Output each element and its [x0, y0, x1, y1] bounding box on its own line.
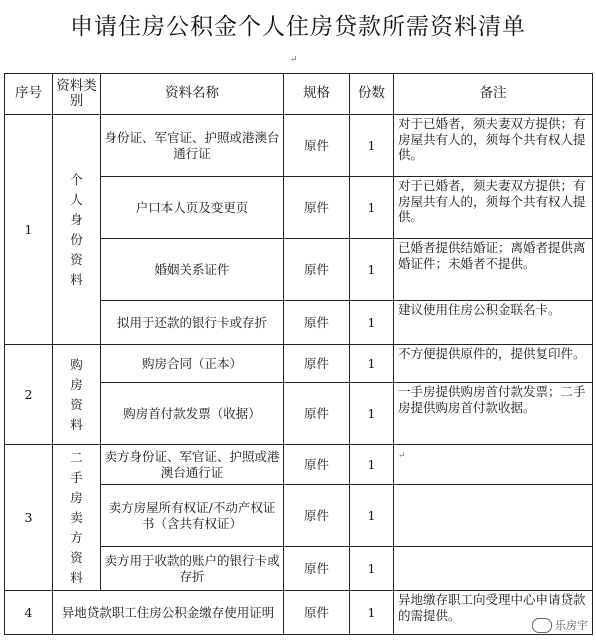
group-seq: 4 — [5, 591, 53, 635]
material-name: 拟用于还款的银行卡或存折 — [101, 301, 284, 345]
material-note: 对于已婚者，须夫妻双方提供；有房屋共有人的，须每个共有权人提供。 — [394, 177, 593, 239]
material-copies: 1 — [350, 485, 394, 547]
table-row — [5, 445, 593, 485]
return-mark: ↵ — [290, 55, 298, 65]
material-copies: 1 — [350, 177, 394, 239]
group-seq: 1 — [5, 115, 53, 345]
material-note: 建议使用住房公积金联名卡。 — [394, 301, 593, 345]
material-name: 户口本人页及变更页 — [101, 177, 284, 239]
material-note: 不方便提供原件的，提供复印件。 — [394, 345, 593, 383]
group-seq: 2 — [5, 345, 53, 445]
material-copies: 1 — [350, 115, 394, 177]
material-copies: 1 — [350, 591, 394, 635]
material-spec: 原件 — [284, 485, 350, 547]
header-seq: 序号 — [5, 74, 53, 115]
material-note: 一手房提供购房首付款发票；二手房提供购房首付款收据。 — [394, 383, 593, 445]
material-note: 已婚者提供结婚证；离婚者提供离婚证件；未婚者不提供。 — [394, 239, 593, 301]
material-copies: 1 — [350, 239, 394, 301]
material-spec: 原件 — [284, 115, 350, 177]
watermark — [532, 617, 588, 634]
header-name: 资料名称 — [101, 74, 284, 115]
material-spec: 原件 — [284, 383, 350, 445]
material-copies: 1 — [350, 445, 394, 485]
header-spec: 规格 — [284, 74, 350, 115]
group-seq: 3 — [5, 445, 53, 591]
group-category: 购房资料 — [53, 345, 101, 445]
material-name: 卖方身份证、军官证、护照或港澳台通行证 — [101, 445, 284, 485]
watermark-text: 乐房宇 — [555, 618, 588, 632]
material-note — [394, 485, 593, 547]
group-category: 二手房卖方资料 — [53, 445, 101, 591]
table-row — [5, 591, 593, 635]
material-name: 身份证、军官证、护照或港澳台通行证 — [101, 115, 284, 177]
page-title: 申请住房公积金个人住房贷款所需资料清单 — [70, 14, 526, 40]
material-name: 购房合同（正本） — [101, 345, 284, 383]
wechat-icon — [532, 618, 552, 633]
material-name: 婚姻关系证件 — [101, 239, 284, 301]
material-copies: 1 — [350, 383, 394, 445]
material-name: 购房首付款发票（收据） — [101, 383, 284, 445]
material-spec: 原件 — [284, 345, 350, 383]
materials-table — [4, 73, 593, 635]
header-row — [5, 74, 593, 115]
material-copies: 1 — [350, 345, 394, 383]
return-mark: ↵ — [398, 451, 406, 461]
table-row — [5, 115, 593, 177]
material-name: 卖方用于收款的账户的银行卡或存折 — [101, 547, 284, 591]
material-spec: 原件 — [284, 591, 350, 635]
material-note: 异地缴存职工向受理中心申请贷款的需提供。 — [394, 591, 593, 635]
material-spec: 原件 — [284, 445, 350, 485]
material-spec: 原件 — [284, 547, 350, 591]
material-note — [394, 547, 593, 591]
material-name: 异地贷款职工住房公积金缴存使用证明 — [53, 591, 284, 635]
material-copies: 1 — [350, 547, 394, 591]
material-spec: 原件 — [284, 239, 350, 301]
table-row — [5, 345, 593, 383]
material-spec: 原件 — [284, 301, 350, 345]
material-note: 对于已婚者，须夫妻双方提供；有房屋共有人的，须每个共有权人提供。 — [394, 115, 593, 177]
material-spec: 原件 — [284, 177, 350, 239]
header-copies: 份数 — [350, 74, 394, 115]
material-note — [394, 445, 593, 485]
header-category: 资料类别 — [53, 74, 101, 115]
material-name: 卖方房屋所有权证/不动产权证书（含共有权证） — [101, 485, 284, 547]
material-copies: 1 — [350, 301, 394, 345]
header-note: 备注 — [394, 74, 593, 115]
group-category: 个人身份资料 — [53, 115, 101, 345]
